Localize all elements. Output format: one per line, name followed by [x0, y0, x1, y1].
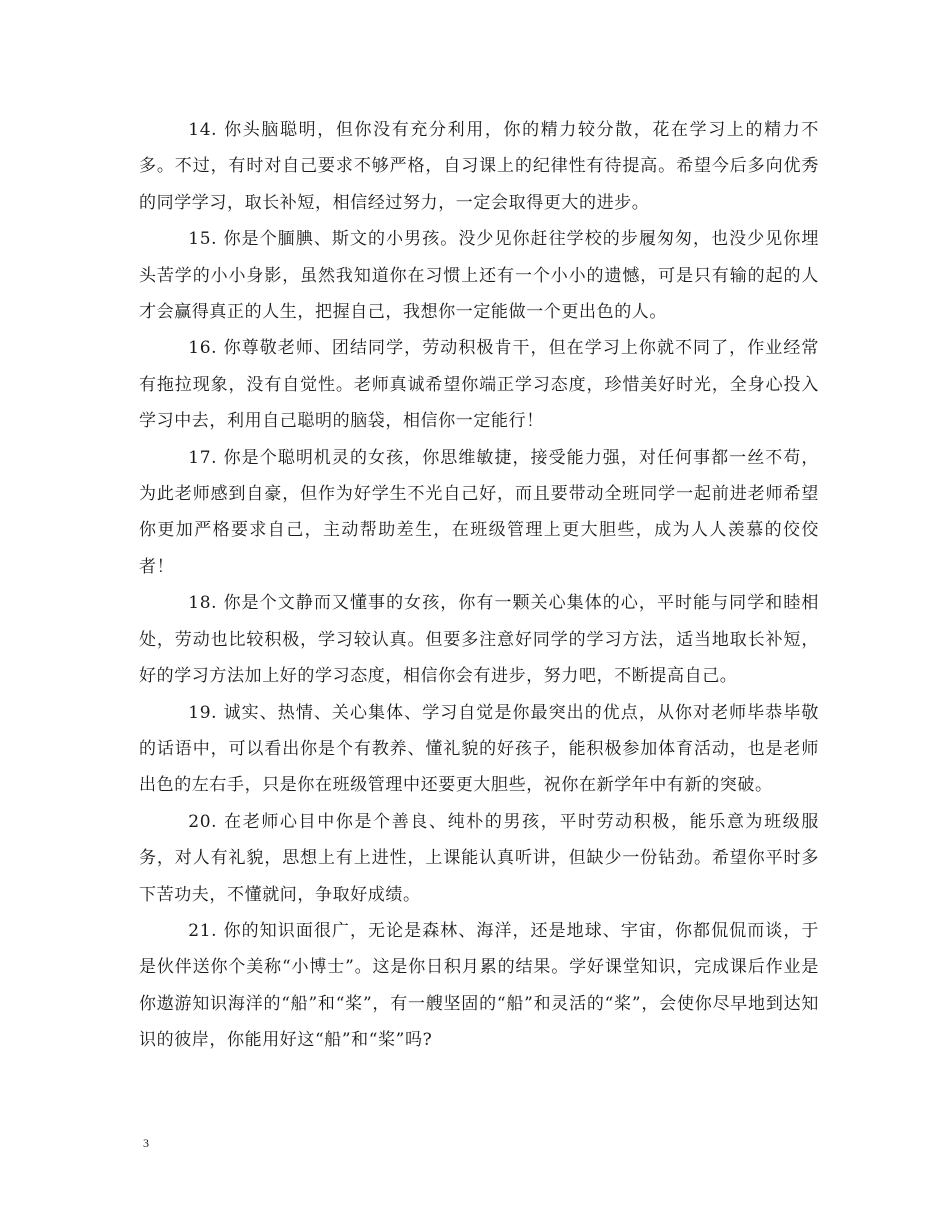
comment-paragraph-14: 14. 你头脑聪明，但你没有充分利用，你的精力较分散，花在学习上的精力不多。不过，有时对自己要求不够严格，自习课上的纪律性有待提高。希望今后多向优秀的同学学习，取长补短，相信经过努力，一定会取得更大的进步。	[139, 120, 819, 213]
comment-paragraph-16: 16. 你尊敬老师、团结同学，劳动积极肯干，但在学习上你就不同了，作业经常有拖拉现象，没有自觉性。老师真诚希望你端正学习态度，珍惜美好时光，全身心投入学习中去，利用自己聪明的脑袋，相信你一定能行！	[139, 338, 819, 432]
comment-paragraph-15: 15. 你是个腼腆、斯文的小男孩。没少见你赶往学校的步履匆匆，也没少见你埋头苦学的小小身影，虽然我知道你在习惯上还有一个小小的遗憾，可是只有输的起的人才会赢得真正的人生，把握自己，我想你一定能做一个更出色的人。	[139, 229, 819, 323]
comment-paragraph-21: 21. 你的知识面很广，无论是森林、海洋，还是地球、宇宙，你都侃侃而谈，于是伙伴送你个美称“小博士”。这是你日积月累的结果。学好课堂知识，完成课后作业是你遨游知识海洋的“船”和“桨”，有一艘坚固的“船”和灵活的“桨”，会使你尽早地到达知识的彼岸，你能用好这“船”和“桨”吗?	[139, 920, 819, 1051]
comment-paragraph-17: 17. 你是个聪明机灵的女孩，你思维敏捷，接受能力强，对任何事都一丝不苟，为此老师感到自豪，但作为好学生不光自己好，而且要带动全班同学一起前进老师希望你更加严格要求自己，主动帮助差生，在班级管理上更大胆些，成为人人羡慕的佼佼者！	[139, 447, 819, 577]
page-number: 3	[143, 1136, 149, 1150]
document-body	[139, 112, 819, 1059]
comment-paragraph-18: 18. 你是个文静而又懂事的女孩，你有一颗关心集体的心，平时能与同学和睦相处，劳动也比较积极，学习较认真。但要多注意好同学的学习方法，适当地取长补短，好的学习方法加上好的学习态度，相信你会有进步，努力吧，不断提高自己。	[139, 593, 819, 687]
comment-paragraph-19: 19. 诚实、热情、关心集体、学习自觉是你最突出的优点，从你对老师毕恭毕敬的话语中，可以看出你是个有教养、懂礼貌的好孩子，能积极参加体育活动，也是老师出色的左右手，只是你在班级管理中还要更大胆些，祝你在新学年中有新的突破。	[139, 702, 819, 796]
comment-paragraph-20: 20. 在老师心目中你是个善良、纯朴的男孩，平时劳动积极，能乐意为班级服务，对人有礼貌，思想上有上进性，上课能认真听讲，但缺少一份钻劲。希望你平时多下苦功夫，不懂就问，争取好成绩。	[139, 811, 819, 905]
